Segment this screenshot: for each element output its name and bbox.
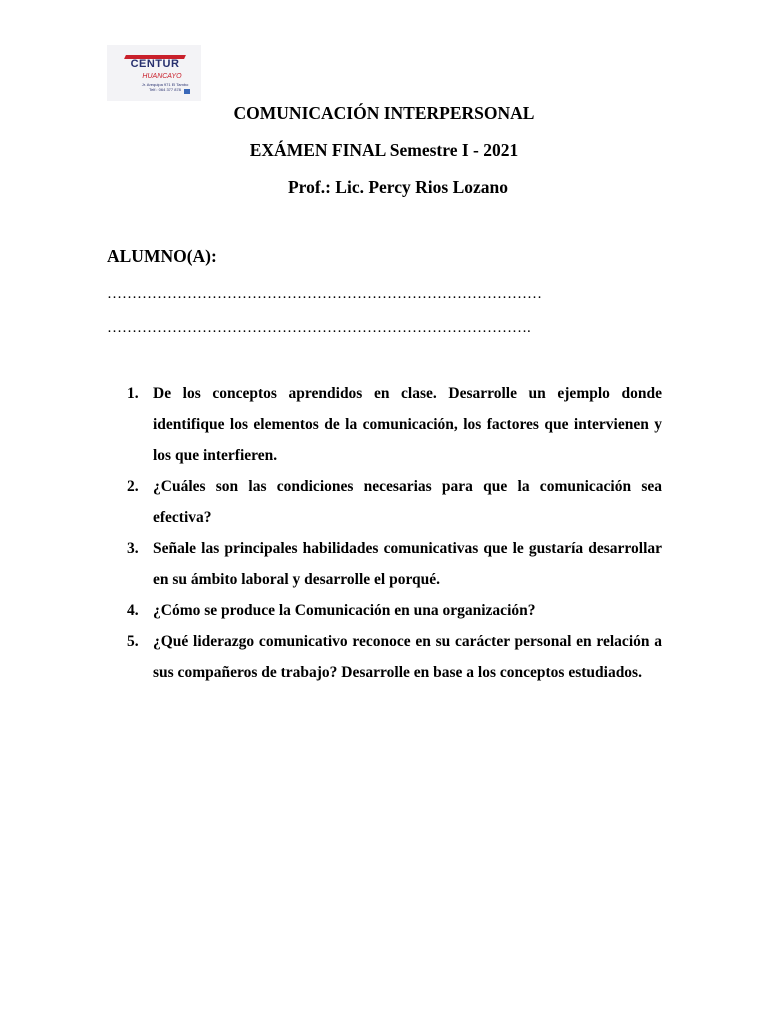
question-number: 2.: [127, 478, 139, 495]
question-text: ¿Qué liderazgo comunicativo reconoce en su carácter personal en relación a sus compañeros de trabajo? Desarrolle en base a los conceptos estudiados.: [153, 633, 662, 681]
logo-subtitle: HUANCAYO: [142, 73, 182, 80]
question-text: ¿Cómo se produce la Comunicación en una organización?: [153, 602, 536, 619]
exam-title: EXÁMEN FINAL Semestre I - 2021: [249, 140, 519, 160]
question-number: 1.: [127, 385, 139, 402]
logo-address: Jr. Arequipa 971 El Tambo: [141, 82, 189, 87]
question-item: [107, 378, 662, 471]
student-name-line-2: ………………………………………………………………………….: [107, 320, 531, 336]
question-item: [107, 533, 662, 595]
question-item: [107, 471, 662, 533]
logo-badge: [184, 89, 190, 94]
question-text: De los conceptos aprendidos en clase. Desarrolle un ejemplo donde identifique los elementos de la comunicación, los factores que intervienen y los que interfieren.: [153, 385, 662, 464]
question-number: 4.: [127, 602, 139, 619]
logo-phone: Telf.: 064 377 878: [149, 87, 181, 92]
question-item: [107, 626, 662, 688]
question-number: 3.: [127, 540, 139, 557]
student-name-line-1: ……………………………………………………………………………: [107, 286, 542, 302]
professor-name: Prof.: Lic. Percy Rios Lozano: [287, 177, 508, 197]
question-text: ¿Cuáles son las condiciones necesarias para que la comunicación sea efectiva?: [153, 478, 662, 526]
institution-logo: [107, 45, 201, 101]
student-label: ALUMNO(A):: [107, 246, 217, 266]
question-list: [107, 378, 662, 688]
course-title: COMUNICACIÓN INTERPERSONAL: [233, 103, 535, 123]
question-text: Señale las principales habilidades comunicativas que le gustaría desarrollar en su ámbito laboral y desarrolle el porqué.: [153, 540, 662, 588]
logo-name: CENTUR: [130, 58, 180, 70]
question-number: 5.: [127, 633, 139, 650]
question-item: [107, 595, 662, 626]
